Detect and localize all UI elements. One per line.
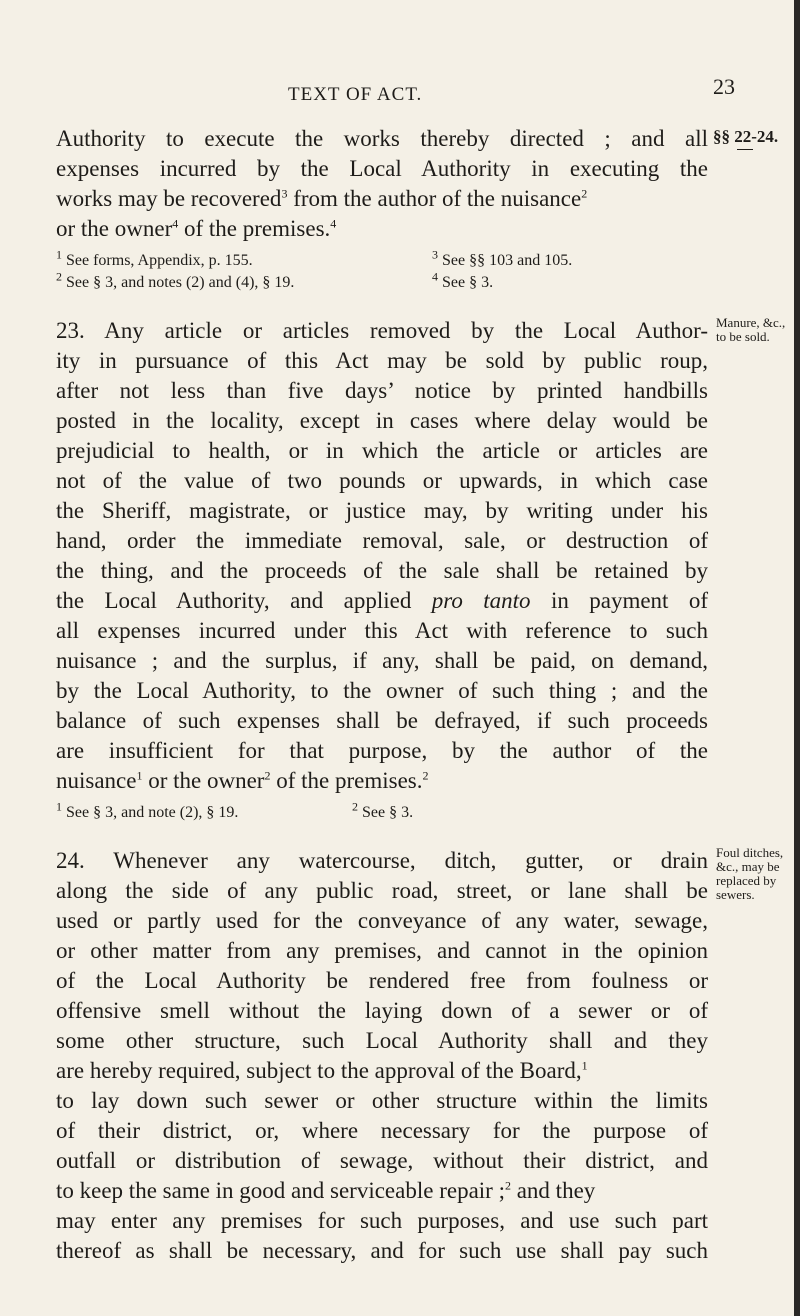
sec24-line-13: may enter any premises for such purposes, and use such part [56,1208,708,1233]
sec23-line-16: nuisance$^1$ or the owner$^2$ of the premises.$^2$ [56,768,429,793]
section-range-marker [713,127,778,150]
sec23-line-5: prejudicial to health, or in which the article or articles are [56,438,708,463]
section-range-underline [737,149,753,150]
sec23-line-8: hand, order the immediate removal, sale, or destruction of [56,528,708,553]
sec24-line-8: are hereby required, subject to the approval of the Board,$^1$ [56,1058,588,1083]
sec23-line-1: 23. Any article or articles removed by the Local Author- [56,318,708,343]
footnote-22-4: $^4$ See § 3. [432,269,494,291]
section-range-text: §§ 22-24. [713,127,779,146]
sec22-line-4: or the owner$^4$ of the premises.$^4$ [56,216,337,241]
page-number: 23 [713,74,735,99]
sec24-line-5: of the Local Authority be rendered free from foulness or [56,968,708,993]
sec23-line-4: posted in the locality, except in cases where delay would be [56,408,708,433]
sec24-line-14: thereof as shall be necessary, and for such use shall pay such [56,1238,708,1263]
page-header [0,74,800,114]
sec23-line-11: all expenses incurred under this Act with reference to such [56,618,708,643]
sec24-line-9: to lay down such sewer or other structure within the limits [56,1088,708,1113]
sec22-line-2: expenses incurred by the Local Authority in executing the [56,156,708,181]
sec24-line-10: of their district, or, where necessary for the purpose of [56,1118,708,1143]
sec24-line-11: outfall or distribution of sewage, without their district, and [56,1148,708,1173]
footnote-23-2: $^2$ See § 3. [352,799,414,821]
sec24-line-3: used or partly used for the conveyance of any water, sewage, [56,908,708,933]
sec22-line-3: works may be recovered$^3$ from the author of the nuisance$^2$ [56,186,588,211]
sec23-line-7: the Sheriff, magistrate, or justice may, by writing under his [56,498,708,523]
footnote-22-3: $^3$ See §§ 103 and 105. [432,247,573,269]
sidenote-sec24: Foul ditches, &c., may be replaced by sewers. [716,845,784,902]
sec23-line-9: the thing, and the proceeds of the sale shall be retained by [56,558,708,583]
sec23-line-3: after not less than five days’ notice by printed handbills [56,378,708,403]
running-head: TEXT OF ACT. [288,84,423,105]
footnote-22-1: $^1$ See forms, Appendix, p. 155. [56,247,253,269]
sec23-line-12: nuisance ; and the surplus, if any, shall be paid, on demand, [56,648,708,673]
sec23-line-6: not of the value of two pounds or upwards, in which case [56,468,708,493]
sec23-line-10: the Local Authority, and applied pro tanto in payment of [56,588,708,613]
footnote-23-1: $^1$ See § 3, and note (2), § 19. [56,799,239,821]
sec24-line-7: some other structure, such Local Authority shall and they [56,1028,708,1053]
sec23-line-2: ity in pursuance of this Act may be sold by public roup, [56,348,708,373]
sec24-line-6: offensive smell without the laying down of a sewer or of [56,998,708,1023]
sec23-line-14: balance of such expenses shall be defrayed, if such proceeds [56,708,708,733]
sec22-line-1: Authority to execute the works thereby directed ; and all [56,126,708,151]
sec24-line-4: or other matter from any premises, and cannot in the opinion [56,938,708,963]
footnote-22-2: $^2$ See § 3, and notes (2) and (4), § 19. [56,269,295,291]
page-edge [794,0,800,1316]
sidenote-sec23: Manure, &c., to be sold. [716,315,786,344]
sec24-line-12: to keep the same in good and serviceable repair ;$^2$ and they [56,1178,596,1203]
sec24-line-2: along the side of any public road, street, or lane shall be [56,878,708,903]
sec23-line-15: are insufficient for that purpose, by the author of the [56,738,708,763]
sec23-line-13: by the Local Authority, to the owner of such thing ; and the [56,678,708,703]
sec24-line-1: 24. Whenever any watercourse, ditch, gutter, or drain [56,848,708,873]
